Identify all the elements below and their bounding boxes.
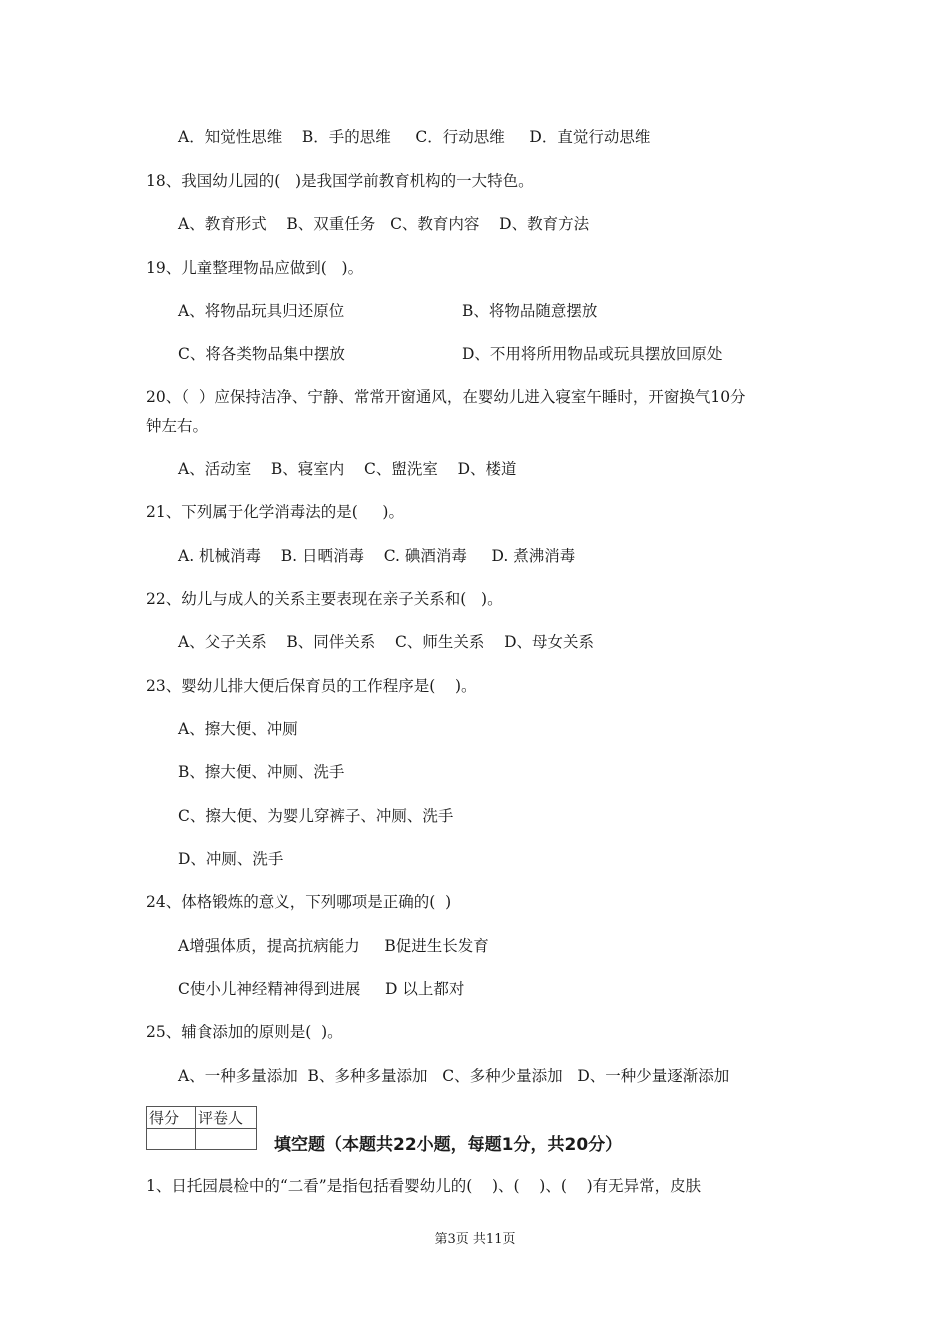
- page-footer: 第3页 共11页: [434, 1232, 516, 1247]
- q19-option-c: C、将各类物品集中摆放: [178, 345, 345, 363]
- question-24: 24、体格锻炼的意义，下列哪项是正确的( ): [146, 893, 452, 911]
- question-18: 18、我国幼儿园的( )是我国学前教育机构的一大特色。: [146, 172, 534, 190]
- question-22: 22、幼儿与成人的关系主要表现在亲子关系和( )。: [146, 590, 503, 608]
- score-cell: [147, 1129, 196, 1150]
- score-table: [146, 1106, 257, 1150]
- q23-option-b: B、擦大便、冲厕、洗手: [178, 763, 345, 781]
- q23-option-c: C、擦大便、为婴儿穿裤子、冲厕、洗手: [178, 807, 454, 825]
- grader-label: 评卷人: [196, 1107, 257, 1129]
- q17-options: A．知觉性思维 B．手的思维 C．行动思维 D．直觉行动思维: [178, 128, 651, 146]
- score-label: 得分: [147, 1107, 196, 1129]
- question-21: 21、下列属于化学消毒法的是( )。: [146, 503, 404, 521]
- q19-option-b: B、将物品随意摆放: [462, 302, 598, 320]
- question-20-line2: 钟左右。: [146, 417, 209, 435]
- question-20-line1: 20、（ ）应保持洁净、宁静、常常开窗通风，在婴幼儿进入寝室午睡时，开窗换气10分: [146, 388, 746, 406]
- q24-options-ab: A增强体质，提高抗病能力 B促进生长发育: [178, 937, 489, 955]
- q20-options: A、活动室 B、寝室内 C、盥洗室 D、楼道: [178, 460, 517, 478]
- question-19: 19、儿童整理物品应做到( )。: [146, 259, 364, 277]
- q22-options: A、父子关系 B、同伴关系 C、师生关系 D、母女关系: [178, 633, 594, 651]
- question-25: 25、辅食添加的原则是( )。: [146, 1023, 343, 1041]
- q25-options: A、一种多量添加 B、多种多量添加 C、多种少量添加 D、一种少量逐渐添加: [178, 1067, 730, 1085]
- q24-options-cd: C使小儿神经精神得到进展 D 以上都对: [178, 980, 465, 998]
- fill-question-1: 1、日托园晨检中的“二看”是指包括看婴幼儿的( )、( )、( )有无异常，皮肤: [146, 1177, 702, 1195]
- q23-option-a: A、擦大便、冲厕: [178, 720, 298, 738]
- question-23: 23、婴幼儿排大便后保育员的工作程序是( )。: [146, 677, 477, 695]
- q19-option-d: D、不用将所用物品或玩具摆放回原处: [462, 345, 723, 363]
- q21-options: A. 机械消毒 B. 日晒消毒 C. 碘酒消毒 D. 煮沸消毒: [178, 547, 576, 565]
- section-title: 填空题（本题共22小题，每题1分，共20分）: [274, 1135, 623, 1155]
- q18-options: A、教育形式 B、双重任务 C、教育内容 D、教育方法: [178, 215, 590, 233]
- q23-option-d: D、冲厕、洗手: [178, 850, 284, 868]
- q19-option-a: A、将物品玩具归还原位: [178, 302, 345, 320]
- grader-cell: [196, 1129, 257, 1150]
